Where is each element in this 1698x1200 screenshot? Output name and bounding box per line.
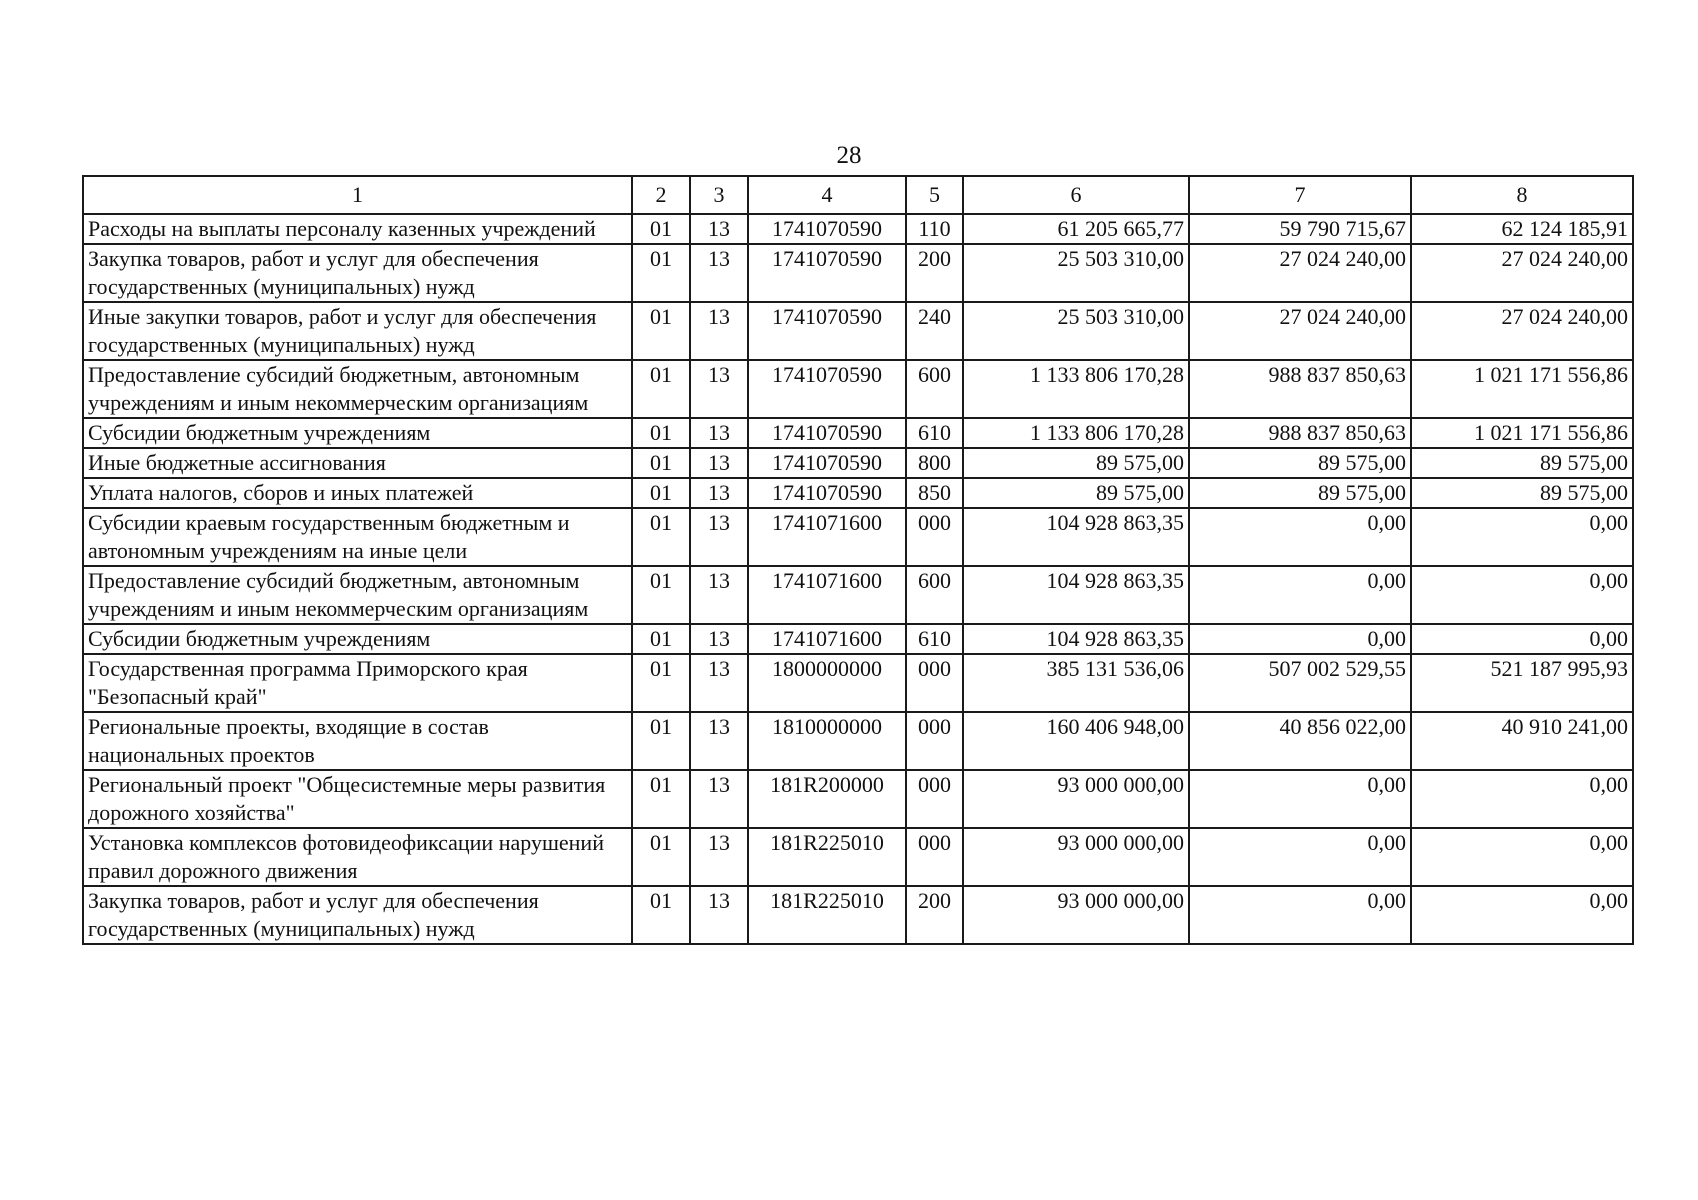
- row-sum-7: 89 575,00: [1189, 448, 1411, 478]
- row-sum-6: 89 575,00: [963, 478, 1189, 508]
- header-row: [83, 176, 1633, 214]
- table-row: [83, 448, 1633, 478]
- budget-table: [82, 175, 1634, 945]
- row-section: 01: [632, 302, 690, 360]
- row-sum-8: 0,00: [1411, 886, 1633, 944]
- column-header-6: 6: [963, 176, 1189, 214]
- row-sum-7: 988 837 850,63: [1189, 360, 1411, 418]
- row-sum-7: 27 024 240,00: [1189, 244, 1411, 302]
- row-name: Уплата налогов, сборов и иных платежей: [83, 478, 632, 508]
- row-target-code: 1741070590: [748, 302, 906, 360]
- row-subsection: 13: [690, 712, 748, 770]
- row-subsection: 13: [690, 654, 748, 712]
- row-section: 01: [632, 448, 690, 478]
- row-sum-8: 1 021 171 556,86: [1411, 360, 1633, 418]
- row-sum-8: 0,00: [1411, 770, 1633, 828]
- row-sum-8: 0,00: [1411, 624, 1633, 654]
- row-sum-7: 507 002 529,55: [1189, 654, 1411, 712]
- row-expense-type: 240: [906, 302, 963, 360]
- table-row: [83, 508, 1633, 566]
- row-section: 01: [632, 566, 690, 624]
- column-header-8: 8: [1411, 176, 1633, 214]
- row-name: Иные закупки товаров, работ и услуг для обеспечения государственных (муниципальных) нужд: [83, 302, 632, 360]
- row-name: Расходы на выплаты персоналу казенных учреждений: [83, 214, 632, 244]
- row-name: Субсидии бюджетным учреждениям: [83, 624, 632, 654]
- row-section: 01: [632, 654, 690, 712]
- row-target-code: 1741071600: [748, 508, 906, 566]
- row-sum-6: 1 133 806 170,28: [963, 418, 1189, 448]
- row-sum-6: 93 000 000,00: [963, 828, 1189, 886]
- row-sum-7: 988 837 850,63: [1189, 418, 1411, 448]
- row-sum-6: 104 928 863,35: [963, 624, 1189, 654]
- row-subsection: 13: [690, 448, 748, 478]
- row-section: 01: [632, 508, 690, 566]
- row-target-code: 181R225010: [748, 828, 906, 886]
- row-expense-type: 610: [906, 418, 963, 448]
- row-sum-6: 61 205 665,77: [963, 214, 1189, 244]
- row-expense-type: 610: [906, 624, 963, 654]
- row-sum-8: 27 024 240,00: [1411, 244, 1633, 302]
- row-name: Субсидии бюджетным учреждениям: [83, 418, 632, 448]
- row-target-code: 1741070590: [748, 478, 906, 508]
- row-subsection: 13: [690, 418, 748, 448]
- table-row: [83, 360, 1633, 418]
- table-row: [83, 654, 1633, 712]
- row-name: Закупка товаров, работ и услуг для обеспечения государственных (муниципальных) нужд: [83, 886, 632, 944]
- column-header-2: 2: [632, 176, 690, 214]
- row-subsection: 13: [690, 508, 748, 566]
- row-name: Предоставление субсидий бюджетным, автономным учреждениям и иным некоммерческим организациям: [83, 566, 632, 624]
- row-target-code: 1741071600: [748, 624, 906, 654]
- table-row: [83, 302, 1633, 360]
- row-target-code: 1741070590: [748, 448, 906, 478]
- row-expense-type: 600: [906, 360, 963, 418]
- row-subsection: 13: [690, 566, 748, 624]
- page-number: 28: [836, 142, 862, 169]
- row-target-code: 1800000000: [748, 654, 906, 712]
- row-sum-6: 93 000 000,00: [963, 770, 1189, 828]
- row-sum-6: 93 000 000,00: [963, 886, 1189, 944]
- row-sum-8: 27 024 240,00: [1411, 302, 1633, 360]
- row-name: Иные бюджетные ассигнования: [83, 448, 632, 478]
- row-subsection: 13: [690, 886, 748, 944]
- row-section: 01: [632, 886, 690, 944]
- table-row: [83, 712, 1633, 770]
- table-row: [83, 886, 1633, 944]
- row-sum-8: 89 575,00: [1411, 478, 1633, 508]
- row-sum-7: 27 024 240,00: [1189, 302, 1411, 360]
- row-subsection: 13: [690, 828, 748, 886]
- row-expense-type: 110: [906, 214, 963, 244]
- row-target-code: 181R200000: [748, 770, 906, 828]
- row-expense-type: 200: [906, 244, 963, 302]
- row-expense-type: 000: [906, 654, 963, 712]
- row-sum-8: 0,00: [1411, 566, 1633, 624]
- row-target-code: 1741070590: [748, 360, 906, 418]
- row-expense-type: 850: [906, 478, 963, 508]
- row-name: Субсидии краевым государственным бюджетным и автономным учреждениям на иные цели: [83, 508, 632, 566]
- row-section: 01: [632, 214, 690, 244]
- row-name: Закупка товаров, работ и услуг для обеспечения государственных (муниципальных) нужд: [83, 244, 632, 302]
- row-sum-7: 59 790 715,67: [1189, 214, 1411, 244]
- row-target-code: 1741070590: [748, 244, 906, 302]
- row-sum-7: 0,00: [1189, 508, 1411, 566]
- row-sum-7: 0,00: [1189, 828, 1411, 886]
- row-sum-7: 0,00: [1189, 886, 1411, 944]
- row-name: Государственная программа Приморского края "Безопасный край": [83, 654, 632, 712]
- table-row: [83, 770, 1633, 828]
- row-sum-7: 0,00: [1189, 770, 1411, 828]
- row-sum-8: 62 124 185,91: [1411, 214, 1633, 244]
- row-subsection: 13: [690, 214, 748, 244]
- row-expense-type: 000: [906, 770, 963, 828]
- row-expense-type: 200: [906, 886, 963, 944]
- row-section: 01: [632, 478, 690, 508]
- row-subsection: 13: [690, 360, 748, 418]
- column-header-5: 5: [906, 176, 963, 214]
- row-sum-8: 89 575,00: [1411, 448, 1633, 478]
- row-target-code: 1741070590: [748, 214, 906, 244]
- row-target-code: 181R225010: [748, 886, 906, 944]
- row-sum-8: 0,00: [1411, 828, 1633, 886]
- row-sum-8: 1 021 171 556,86: [1411, 418, 1633, 448]
- table-row: [83, 214, 1633, 244]
- table-row: [83, 244, 1633, 302]
- row-sum-6: 385 131 536,06: [963, 654, 1189, 712]
- column-header-4: 4: [748, 176, 906, 214]
- row-section: 01: [632, 624, 690, 654]
- row-target-code: 1741070590: [748, 418, 906, 448]
- row-expense-type: 000: [906, 828, 963, 886]
- row-name: Региональный проект "Общесистемные меры развития дорожного хозяйства": [83, 770, 632, 828]
- row-subsection: 13: [690, 624, 748, 654]
- row-subsection: 13: [690, 244, 748, 302]
- table-row: [83, 478, 1633, 508]
- table-row: [83, 624, 1633, 654]
- row-section: 01: [632, 828, 690, 886]
- column-header-3: 3: [690, 176, 748, 214]
- row-section: 01: [632, 418, 690, 448]
- row-name: Установка комплексов фотовидеофиксации нарушений правил дорожного движения: [83, 828, 632, 886]
- row-sum-6: 104 928 863,35: [963, 566, 1189, 624]
- row-sum-8: 40 910 241,00: [1411, 712, 1633, 770]
- row-sum-7: 0,00: [1189, 624, 1411, 654]
- row-section: 01: [632, 712, 690, 770]
- row-name: Предоставление субсидий бюджетным, автономным учреждениям и иным некоммерческим организациям: [83, 360, 632, 418]
- row-sum-6: 25 503 310,00: [963, 302, 1189, 360]
- row-sum-7: 0,00: [1189, 566, 1411, 624]
- row-sum-6: 160 406 948,00: [963, 712, 1189, 770]
- row-sum-6: 104 928 863,35: [963, 508, 1189, 566]
- row-sum-6: 89 575,00: [963, 448, 1189, 478]
- row-section: 01: [632, 244, 690, 302]
- row-sum-6: 25 503 310,00: [963, 244, 1189, 302]
- column-header-7: 7: [1189, 176, 1411, 214]
- row-sum-7: 89 575,00: [1189, 478, 1411, 508]
- row-sum-8: 0,00: [1411, 508, 1633, 566]
- row-subsection: 13: [690, 770, 748, 828]
- row-sum-7: 40 856 022,00: [1189, 712, 1411, 770]
- table-row: [83, 418, 1633, 448]
- table-row: [83, 566, 1633, 624]
- row-expense-type: 800: [906, 448, 963, 478]
- row-expense-type: 000: [906, 508, 963, 566]
- row-section: 01: [632, 360, 690, 418]
- row-sum-6: 1 133 806 170,28: [963, 360, 1189, 418]
- row-target-code: 1741071600: [748, 566, 906, 624]
- row-subsection: 13: [690, 478, 748, 508]
- row-target-code: 1810000000: [748, 712, 906, 770]
- row-section: 01: [632, 770, 690, 828]
- row-expense-type: 000: [906, 712, 963, 770]
- row-name: Региональные проекты, входящие в состав национальных проектов: [83, 712, 632, 770]
- table-row: [83, 828, 1633, 886]
- row-expense-type: 600: [906, 566, 963, 624]
- row-sum-8: 521 187 995,93: [1411, 654, 1633, 712]
- row-subsection: 13: [690, 302, 748, 360]
- column-header-1: 1: [83, 176, 632, 214]
